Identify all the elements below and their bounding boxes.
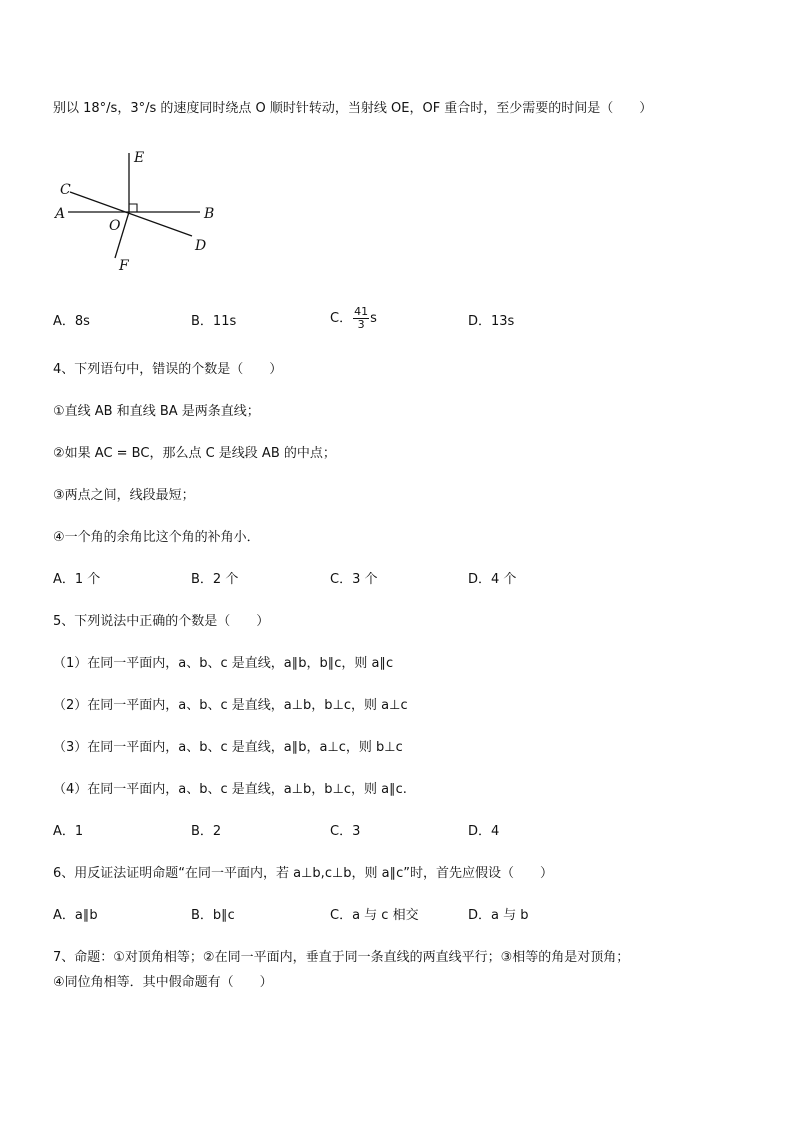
label-c: C xyxy=(60,182,71,198)
q5-statement-3: （3）在同一平面内，a、b、c 是直线，a∥b，a⊥c，则 b⊥c xyxy=(53,740,403,755)
label-a: A xyxy=(55,206,66,222)
q5-stem: 5、下列说法中正确的个数是（ ） xyxy=(53,614,270,629)
q4-option-a: A．1 个 xyxy=(53,572,101,587)
q7-line-1: 7、命题：①对顶角相等；②在同一平面内，垂直于同一条直线的两直线平行；③相等的角是对顶角； xyxy=(53,950,630,965)
q4-statement-3: ③两点之间，线段最短； xyxy=(53,488,195,503)
q3-option-a: A．8s xyxy=(53,314,90,329)
q5-option-c: C．3 xyxy=(330,824,361,839)
q4-statement-4: ④一个角的余角比这个角的补角小． xyxy=(53,530,260,545)
option-c-label: C． xyxy=(330,311,353,326)
q6-option-a: A．a∥b xyxy=(53,908,98,923)
q4-option-d: D．4 个 xyxy=(468,572,517,587)
q3-option-d: D．13s xyxy=(468,314,515,329)
q5-statement-1: （1）在同一平面内，a、b、c 是直线，a∥b，b∥c，则 a∥c xyxy=(53,656,394,671)
q3-option-c xyxy=(330,306,377,331)
label-e: E xyxy=(134,150,145,166)
q5-option-b: B．2 xyxy=(191,824,222,839)
q6-option-c: C．a 与 c 相交 xyxy=(330,908,419,923)
line-cd xyxy=(70,192,192,236)
label-d: D xyxy=(195,238,207,254)
q6-option-b: B．b∥c xyxy=(191,908,235,923)
q6-stem: 6、用反证法证明命题“在同一平面内，若 a⊥b,c⊥b，则 a∥c”时，首先应假设（ ） xyxy=(53,866,554,881)
fraction-denominator: 3 xyxy=(357,318,365,331)
fraction-unit: s xyxy=(370,311,377,326)
q5-option-a: A．1 xyxy=(53,824,84,839)
right-angle-mark xyxy=(129,204,137,212)
label-b: B xyxy=(204,206,215,222)
q4-option-c: C．3 个 xyxy=(330,572,378,587)
fraction-numerator: 41 xyxy=(354,305,369,318)
q3-stem-line: 别以 18°/s，3°/s 的速度同时绕点 O 顺时针转动，当射线 OE，OF 重合时，至少需要的时间是（ ） xyxy=(53,101,653,116)
q3-figure xyxy=(50,148,250,278)
q5-statement-2: （2）在同一平面内，a、b、c 是直线，a⊥b，b⊥c，则 a⊥c xyxy=(53,698,408,713)
fraction xyxy=(353,306,369,331)
q4-statement-1: ①直线 AB 和直线 BA 是两条直线； xyxy=(53,404,260,419)
q4-option-b: B．2 个 xyxy=(191,572,239,587)
q4-stem: 4、下列语句中，错误的个数是（ ） xyxy=(53,362,283,377)
q5-statement-4: （4）在同一平面内，a、b、c 是直线，a⊥b，b⊥c，则 a∥c. xyxy=(53,782,407,797)
q7-line-2: ④同位角相等．其中假命题有（ ） xyxy=(53,975,273,990)
q4-statement-2: ②如果 AC = BC，那么点 C 是线段 AB 的中点； xyxy=(53,446,336,461)
label-o: O xyxy=(109,218,121,234)
q6-option-d: D．a 与 b xyxy=(468,908,529,923)
label-f: F xyxy=(119,258,129,274)
q5-option-d: D．4 xyxy=(468,824,500,839)
q3-option-b: B．11s xyxy=(191,314,237,329)
